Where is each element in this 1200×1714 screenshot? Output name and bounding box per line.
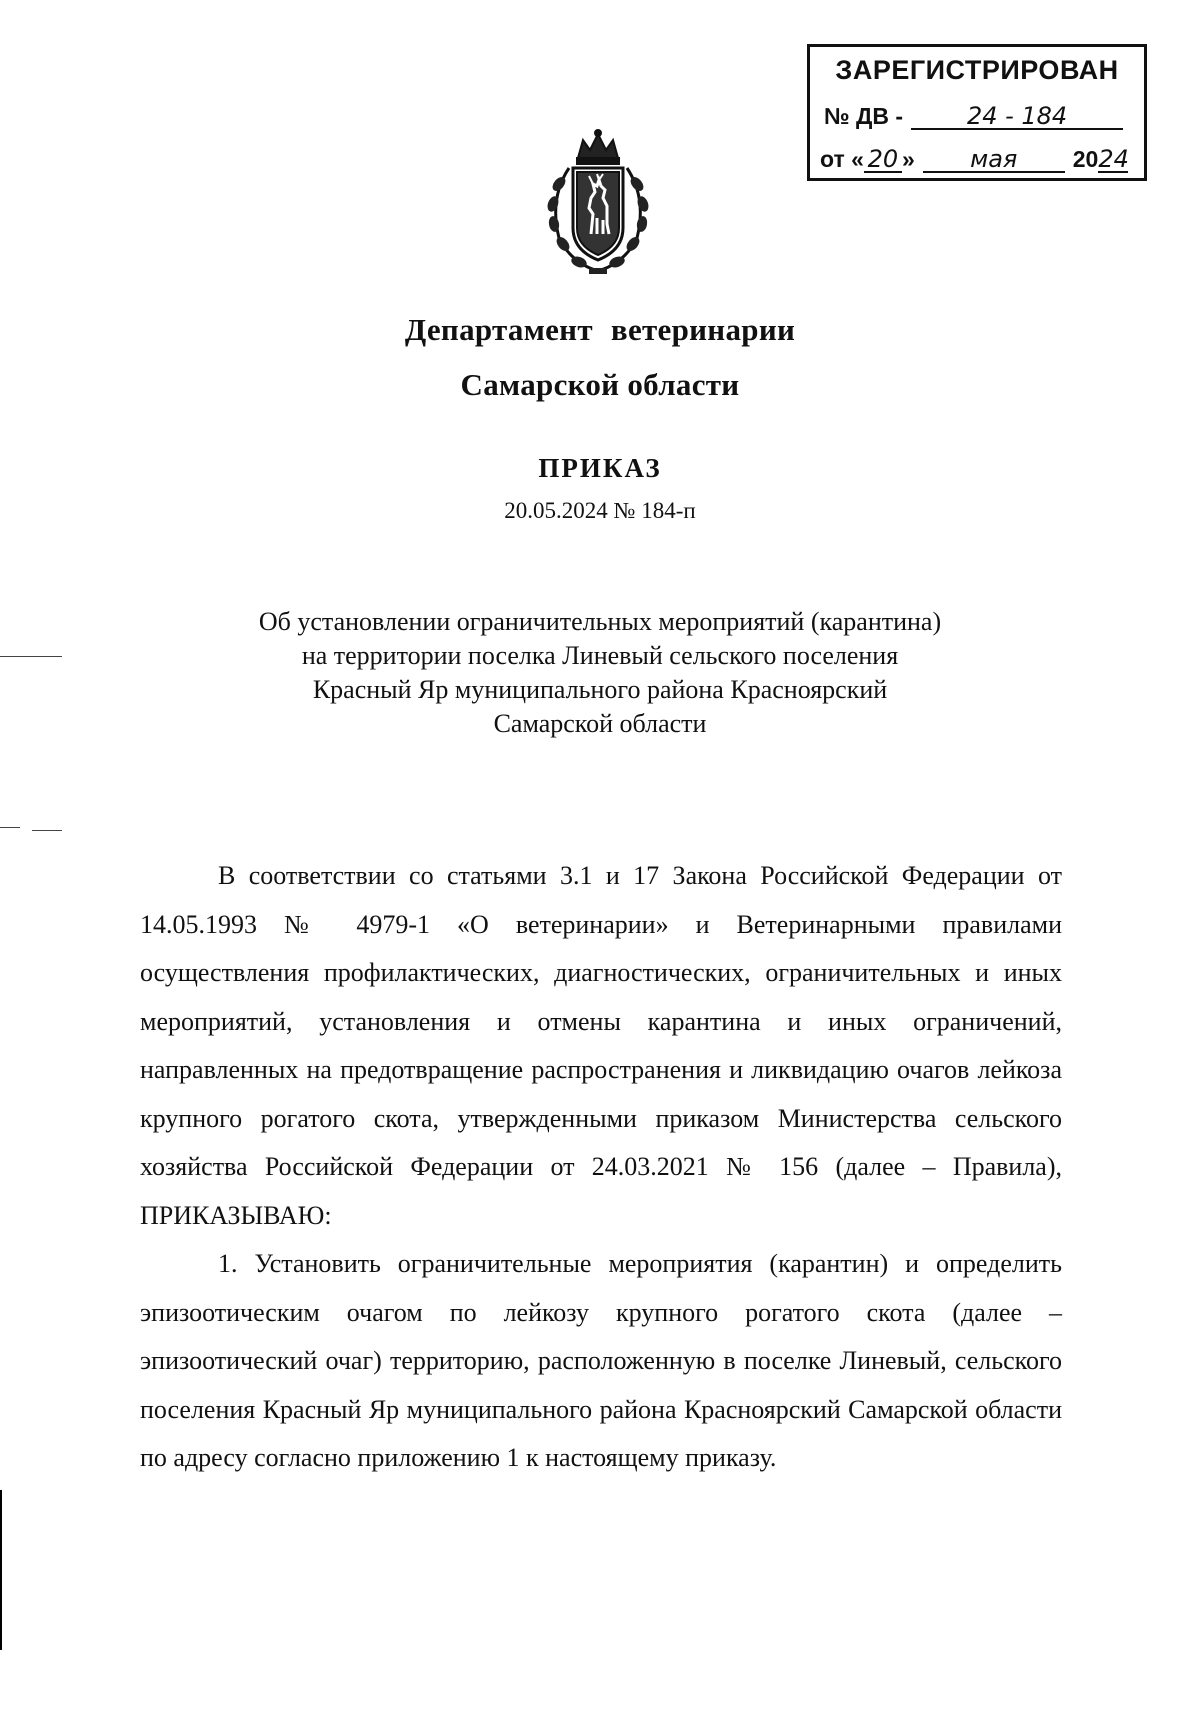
registration-stamp [807,44,1147,181]
stamp-date-mid: » [901,146,915,172]
scan-edge-line [0,1490,2,1650]
stamp-number-label: № ДВ - [824,103,904,129]
body-paragraph-preamble: В соответствии со статьями 3.1 и 17 Закона Российской Федерации от 14.05.1993 № 4979-1 «О ветеринарии» и Ветеринарными правилами осуществления профилактических, диагностических, ограничительных и иных мероприятий, установления и отмены карантина и иных ограничений, направленных на предотвращение распространения и ликвидацию очагов лейкоза крупного рогатого скота, утвержденными приказом Министерства сельского хозяйства Российской Федерации от 24.03.2021 № 156 (далее – Правила), ПРИКАЗЫВАЮ: [140,861,1062,1230]
stamp-date-year-prefix: 20 [1072,146,1099,172]
stamp-date-year-suffix: 24 [1098,145,1129,173]
body-paragraph-item-1: 1. Установить ограничительные мероприятия (карантин) и определить эпизоотическим очагом по лейкозу крупного рогатого скота (далее – эпизоотический очаг) территорию, расположенную в поселке Линевый, сельского поселения Красный Яр муниципального района Красноярский Самарской области по адресу согласно приложению 1 к настоящему приказу. [140,1249,1062,1472]
stamp-date-month: мая [923,147,1065,173]
stamp-date-row [820,146,1128,173]
scan-margin-mark [32,830,62,831]
department-name-line1: Департамент ветеринарии [404,312,796,347]
document-subject [0,605,1200,741]
scan-margin-mark [0,827,20,828]
samara-coat-of-arms-icon [535,128,661,278]
stamp-number-value: 24 - 184 [911,104,1123,130]
subject-line: Самарской области [493,709,707,738]
stamp-date-prefix: от « [820,146,864,172]
subject-line: Об установлении ограничительных мероприятий (карантина) [258,607,942,636]
department-name-line2: Самарской области [460,367,740,402]
stamp-date-day: 20 [864,147,902,173]
subject-line: Красный Яр муниципального района Красноярский [312,675,888,704]
document-type: ПРИКАЗ [538,453,662,483]
stamp-title: ЗАРЕГИСТРИРОВАН [835,55,1119,85]
document-date-number: 20.05.2024 № 184-п [504,498,696,523]
stamp-number-row [824,103,1123,130]
scan-margin-mark [0,656,62,657]
subject-line: на территории поселка Линевый сельского поселения [301,641,899,670]
